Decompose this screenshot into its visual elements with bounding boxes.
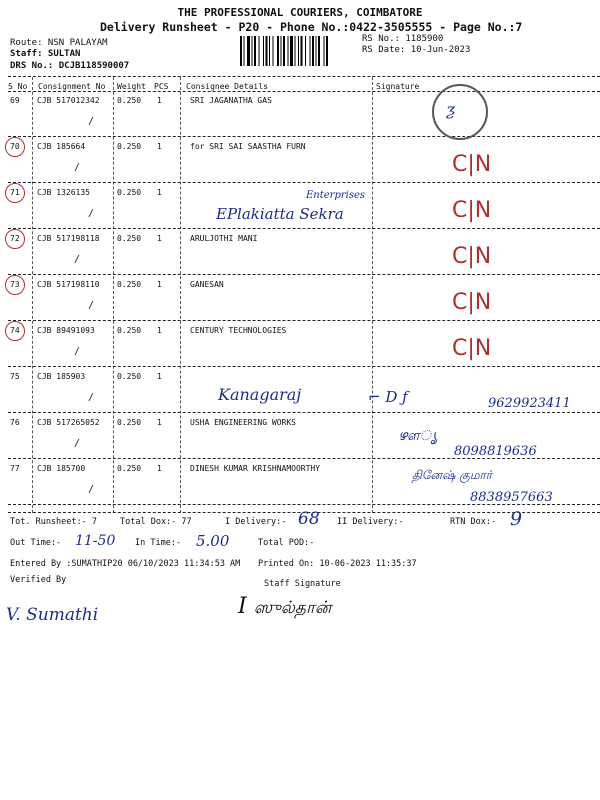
- row75-name-handwritten: Kanagaraj: [218, 385, 302, 404]
- row-sno: 75: [10, 372, 20, 381]
- staff-signature-label: Staff Signature: [264, 579, 341, 589]
- row-separator: [8, 136, 600, 137]
- row-consignment-no: CJB 517012342: [37, 96, 100, 105]
- runsheet-title: Delivery Runsheet - P20 - Phone No.:0422-3505555 - Page No.:7: [100, 20, 523, 34]
- in-time-value: 5.00: [196, 532, 230, 550]
- row-tick-mark: /: [74, 254, 81, 265]
- row-cn-mark: C|N: [452, 336, 492, 361]
- row-weight: 0.250: [117, 326, 142, 335]
- row-consignment-no: CJB 185664: [37, 142, 86, 151]
- row-weight: 0.250: [117, 372, 142, 381]
- row-consignment-no: CJB 1326135: [37, 188, 90, 197]
- staff-signature-mark: I ஸுல்தான்: [238, 594, 332, 619]
- col-divider: [32, 77, 33, 513]
- row-cn-mark: C|N: [452, 198, 492, 223]
- row-consignee: GANESAN: [190, 280, 224, 289]
- rs-date: RS Date: 10-Jun-2023: [362, 45, 471, 55]
- rtn-dox-label: RTN Dox:-: [450, 517, 497, 527]
- in-time-label: In Time:-: [135, 538, 182, 548]
- row-sno: 76: [10, 418, 20, 427]
- row-tick-mark: /: [88, 300, 95, 311]
- row-pcs: 1: [157, 234, 162, 243]
- row-weight: 0.250: [117, 464, 142, 473]
- tot-runsheet: Tot. Runsheet:- 7: [10, 517, 97, 527]
- row-consignee: ARULJOTHI MANI: [190, 234, 258, 243]
- out-time-value: 11-50: [75, 533, 116, 549]
- company-title: THE PROFESSIONAL COURIERS, COIMBATORE: [177, 6, 423, 19]
- row-tick-mark: /: [74, 162, 81, 173]
- row-pcs: 1: [157, 326, 162, 335]
- row-consignee: DINESH KUMAR KRISHNAMOORTHY: [190, 464, 321, 473]
- row77-signature: தினேஷ் குமார்: [412, 468, 493, 482]
- row-pcs: 1: [157, 188, 162, 197]
- total-dox: Total Dox:- 77: [120, 517, 192, 527]
- row-consignee: USHA ENGINEERING WORKS: [190, 418, 296, 427]
- col-divider: [180, 77, 181, 513]
- row-consignment-no: CJB 185903: [37, 372, 86, 381]
- row-weight: 0.250: [117, 418, 142, 427]
- row-cn-mark: C|N: [452, 152, 492, 177]
- col-pcs: PCS: [154, 82, 169, 91]
- row-sno: 71: [10, 188, 20, 197]
- row-pcs: 1: [157, 142, 162, 151]
- row-weight: 0.250: [117, 96, 142, 105]
- row-tick-mark: /: [88, 208, 95, 219]
- i-delivery-label: I Delivery:-: [225, 517, 287, 527]
- verified-by-label: Verified By: [10, 575, 67, 585]
- row75-signature: ⌐ D ƒ: [368, 388, 408, 406]
- rs-number: RS No.: 1185900: [362, 34, 444, 44]
- drs-number: DRS No.: DCJB118590007: [10, 61, 130, 71]
- stamp-signature: ƺ: [446, 100, 456, 119]
- row-sno: 70: [10, 142, 20, 151]
- row-sno: 72: [10, 234, 20, 243]
- row-pcs: 1: [157, 418, 162, 427]
- row-cn-mark: C|N: [452, 290, 492, 315]
- row-sno: 69: [10, 96, 20, 105]
- row-sno-circle: [5, 275, 25, 295]
- route: Route: NSN PALAYAM: [10, 38, 108, 48]
- total-pod-label: Total POD:-: [258, 538, 315, 548]
- row-sno-circle: [5, 137, 25, 157]
- col-weight: Weight: [117, 82, 146, 91]
- col-signature: Signature: [376, 82, 420, 91]
- row-pcs: 1: [157, 280, 162, 289]
- table-top-rule: [8, 76, 600, 77]
- header-rule: [8, 91, 600, 92]
- barcode-image: [240, 36, 360, 66]
- col-divider: [372, 77, 373, 513]
- printed-on: Printed On: 10-06-2023 11:35:37: [258, 559, 417, 569]
- col-consignee: Consignee Details: [186, 82, 268, 91]
- row-sno-circle: [5, 321, 25, 341]
- row-weight: 0.250: [117, 142, 142, 151]
- row-weight: 0.250: [117, 188, 142, 197]
- receiver-stamp: [432, 84, 488, 140]
- row-consignee: SRI JAGANATHA GAS: [190, 96, 272, 105]
- row-tick-mark: /: [88, 392, 95, 403]
- row-separator: [8, 274, 600, 275]
- row-sno-circle: [5, 229, 25, 249]
- rtn-dox-value: 9: [510, 508, 523, 530]
- row76-signature: ഴளൃ: [398, 428, 438, 444]
- row75-phone-handwritten: 9629923411: [488, 396, 571, 411]
- row-separator: [8, 182, 600, 183]
- verified-by-signature: V. Sumathi: [6, 605, 99, 625]
- row-tick-mark: /: [88, 484, 95, 495]
- row-weight: 0.250: [117, 280, 142, 289]
- i-delivery-value: 68: [298, 509, 320, 529]
- row-tick-mark: /: [88, 116, 95, 127]
- row-consignment-no: CJB 517198110: [37, 280, 100, 289]
- row-sno: 74: [10, 326, 20, 335]
- row-separator: [8, 412, 600, 413]
- row-sno-circle: [5, 183, 25, 203]
- row-consignment-no: CJB 517198118: [37, 234, 100, 243]
- row-consignment-no: CJB 517265052: [37, 418, 100, 427]
- row-consignee: for SRI SAI SAASTHA FURN: [190, 142, 306, 151]
- row-sno: 73: [10, 280, 20, 289]
- row-pcs: 1: [157, 372, 162, 381]
- row77-phone-handwritten: 8838957663: [470, 490, 553, 505]
- row-cn-mark: C|N: [452, 244, 492, 269]
- row-consignment-no: CJB 89491093: [37, 326, 95, 335]
- staff: Staff: SULTAN: [10, 49, 81, 59]
- row-tick-mark: /: [74, 346, 81, 357]
- row-separator: [8, 366, 600, 367]
- row71-name-handwritten: EPlakiatta Sekra: [216, 205, 344, 223]
- col-divider: [113, 77, 114, 513]
- row-pcs: 1: [157, 96, 162, 105]
- row-consignee: CENTURY TECHNOLOGIES: [190, 326, 287, 335]
- row71-enterprises-handwritten: Enterprises: [306, 190, 366, 201]
- col-sno: S No: [8, 82, 28, 91]
- row-pcs: 1: [157, 464, 162, 473]
- row-separator: [8, 228, 600, 229]
- row-separator: [8, 320, 600, 321]
- row-tick-mark: /: [74, 438, 81, 449]
- entered-by: Entered By :SUMATHIP20 06/10/2023 11:34:53 AM: [10, 559, 241, 569]
- row-weight: 0.250: [117, 234, 142, 243]
- row-consignment-no: CJB 185700: [37, 464, 86, 473]
- row-sno: 77: [10, 464, 20, 473]
- row76-phone-handwritten: 8098819636: [454, 444, 537, 459]
- col-consignment: Consignment No: [38, 82, 106, 91]
- ii-delivery-label: II Delivery:-: [337, 517, 404, 527]
- out-time-label: Out Time:-: [10, 538, 62, 548]
